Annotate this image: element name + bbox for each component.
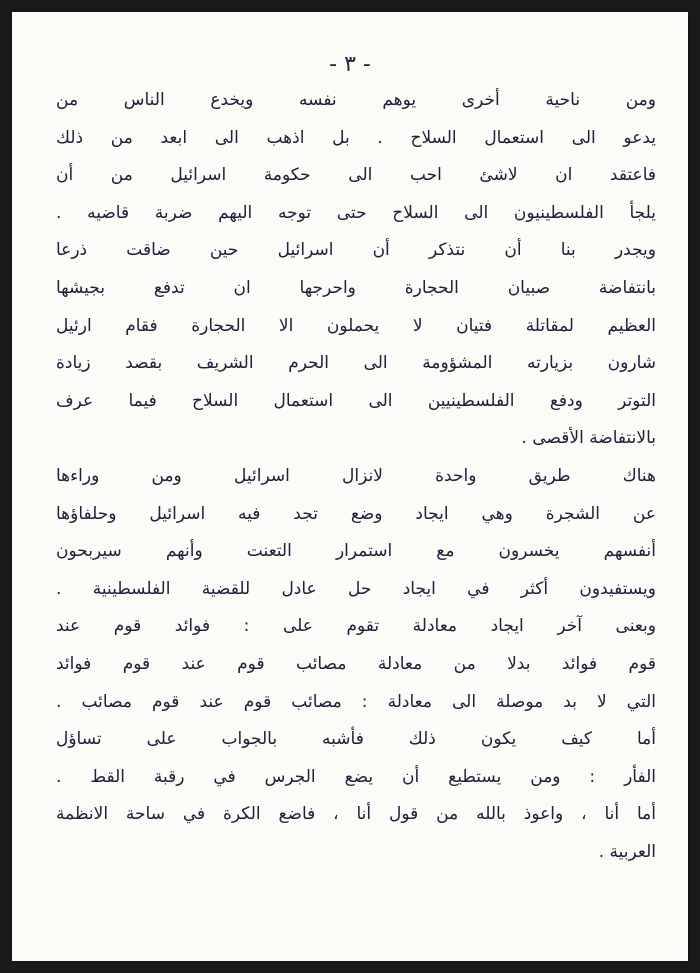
text-line: الفأر : ومن يستطيع أن يضع الجرس في رقبة القط . bbox=[56, 766, 656, 787]
text-line: التوتر ودفع الفلسطينيين الى استعمال السلاح فيما عرف bbox=[56, 390, 656, 411]
text-line: هناك طريق واحدة لانزال اسرائيل ومن وراءها bbox=[56, 465, 656, 486]
text-line: يدعو الى استعمال السلاح . بل اذهب الى ابعد من ذلك bbox=[56, 127, 656, 148]
text-line: العظيم لمقاتلة فتيان لا يحملون الا الحجارة فقام ارئيل bbox=[56, 315, 656, 336]
text-line: قوم فوائد بدلا من معادلة مصائب قوم عند قوم فوائد bbox=[56, 653, 656, 674]
text-line: أنفسهم يخسرون مع استمرار التعنت وأنهم سيربحون bbox=[56, 541, 656, 562]
text-line: بانتفاضة صبيان الحجارة واحرجها ان تدفع بجيشها bbox=[56, 277, 656, 298]
text-line: فاعتقد ان لاشئ احب الى حكومة اسرائيل من أن bbox=[56, 165, 656, 186]
text-line: وبعنى آخر ايجاد معادلة تقوم على : فوائد قوم عند bbox=[56, 616, 656, 637]
text-line: ومن ناحية أخرى يوهم نفسه ويخدع الناس من bbox=[56, 90, 656, 110]
document-page bbox=[12, 12, 688, 961]
text-line: ويجدر بنا أن نتذكر أن اسرائيل حين ضاقت ذرعا bbox=[56, 240, 656, 261]
text-line: بالانتفاضة الأقصى . bbox=[521, 428, 656, 449]
text-line: التي لا بد موصلة الى معادلة : مصائب قوم عند قوم مصائب . bbox=[56, 691, 656, 712]
page-number: - ٣ - bbox=[329, 52, 371, 77]
text-line: ويستفيدون أكثر في ايجاد حل عادل للقضية الفلسطينية . bbox=[56, 578, 656, 599]
text-line: العربية . bbox=[598, 841, 656, 862]
text-line: أما أنا ، واعوذ بالله من قول أنا ، فاضع الكرة في ساحة الانظمة bbox=[56, 804, 656, 825]
text-line: يلجأ الفلسطينيون الى السلاح حتى توجه اليهم ضربة قاضيه . bbox=[56, 202, 656, 223]
text-line: أما كيف يكون ذلك فأشبه بالجواب على تساؤل bbox=[56, 729, 656, 750]
handwritten-text-block bbox=[56, 82, 656, 871]
text-line: عن الشجرة وهي ايجاد وضع تجد فيه اسرائيل وحلفاؤها bbox=[56, 503, 656, 524]
text-line: شارون بزيارته المشؤومة الى الحرم الشريف بقصد زيادة bbox=[56, 353, 656, 374]
